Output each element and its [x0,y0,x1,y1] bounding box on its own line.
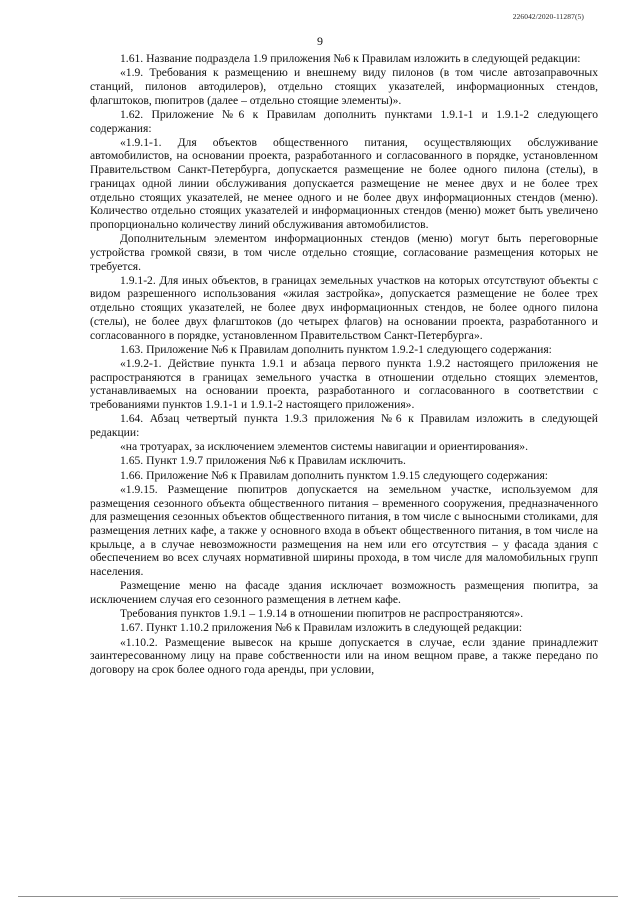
paragraph-requirements: Требования пунктов 1.9.1 – 1.9.14 в отношении пюпитров не распространяются». [120,607,524,621]
paragraph-1-62: 1.62. Приложение №6 к Правилам дополнить пунктами 1.9.1-1 и 1.9.1-2 следующего содержания: [90,107,598,135]
paragraph-1-9-1-2: 1.9.1-2. Для иных объектов, в границах земельных участков на которых отсутствуют объекты с видом разрешенного использования «жилая застройка», допускается размещение не более трех отдельно стоящих указателей, не более двух информационных стендов, не более одного пилона (стелы), не более двух флагштоков (до четырех флагов) на основании проекта, разработанного и согласованного в порядке, установленном Правительством Санкт-Петербурга». [90,273,598,342]
document-body [90,52,598,677]
scan-artifact-line-secondary [120,898,540,899]
page-number: 9 [317,34,323,48]
paragraph-1-66: 1.66. Приложение №6 к Правилам дополнить пунктом 1.9.15 следующего содержания: [120,468,549,482]
paragraph-1-61: 1.61. Название подраздела 1.9 приложения №6 к Правилам изложить в следующей редакции: [120,52,581,65]
document-registration-number: 226042/2020-11287(5) [512,12,584,21]
paragraph-additional-element: Дополнительным элементом информационных стендов (меню) могут быть переговорные устройства громкой связи, в том числе отдельно стоящие, согласование размещения которых не требуется. [90,232,598,273]
paragraph-quote-sidewalks: «на тротуарах, за исключением элементов системы навигации и ориентирования». [120,440,528,454]
paragraph-1-64: 1.64. Абзац четвертый пункта 1.9.3 приложения №6 к Правилам изложить в следующей редакции: [90,412,598,439]
paragraph-1-65: 1.65. Пункт 1.9.7 приложения №6 к Правилам исключить. [120,454,406,468]
paragraph-quote-1-9: «1.9. Требования к размещению и внешнему виду пилонов (в том числе автозаправочных станций, пилонов автодилеров), отдельно стоящих указателей, информационных стендов, флагштоков, пюпитров (далее – отдельно стоящие элементы)». [90,66,598,107]
paragraph-quote-1-9-2-1: «1.9.2-1. Действие пункта 1.9.1 и абзаца первого пункта 1.9.2 настоящего приложения не распространяются в границах земельного участка в отношении отдельно стоящих элементов, устанавливаемых на основании проекта, разработанного и согласованного в соответствии с требованиями пунктов 1.9.1-1 и 1.9.1-2 настоящего приложения». [90,356,598,412]
paragraph-menu-facade: Размещение меню на фасаде здания исключает возможность размещения пюпитра, за исключением случая его сезонного размещения в летнем кафе. [90,579,598,606]
paragraph-1-67: 1.67. Пункт 1.10.2 приложения №6 к Правилам изложить в следующей редакции: [120,621,523,635]
paragraph-quote-1-9-1-1: «1.9.1-1. Для объектов общественного питания, осуществляющих обслуживание автомобилистов, на основании проекта, разработанного и согласованного в порядке, установленном Правительством Санкт-Петербурга, допускается размещение не более одного пилона (стелы), в границах одной линии обслуживания допускается размещение не менее двух и не более трех отдельно стоящих указателей, не менее одного и не более двух информационных стендов (меню). Количество отдельно стоящих указателей и информационных стендов (меню) может быть увеличено пропорционально количеству линий обслуживания автомобилистов. [90,135,598,231]
paragraph-quote-1-9-15: «1.9.15. Размещение пюпитров допускается на земельном участке, используемом для размещения сезонного объекта общественного питания – временного сооружения, предназначенного для размещения сезонных объектов общественного питания, в том числе с выносными столиками, для размещения летних кафе, а также у основного входа в объект общественного питания, в том числе на крыльце, а в случае невозможности размещения на нем или его отсутствия – у фасада здания с обеспечением во всех случаях нормативной ширины прохода, в том числе для маломобильных групп населения. [90,482,598,579]
paragraph-quote-1-10-2: «1.10.2. Размещение вывесок на крыше допускается в случае, если здание принадлежит заинтересованному лицу на праве собственности или на ином вещном праве, а также передано по договору на срок более одного года аренды, при условии, [90,635,598,676]
scan-artifact-line [18,896,618,897]
paragraph-1-63: 1.63. Приложение №6 к Правилам дополнить пунктом 1.9.2-1 следующего содержания: [120,342,552,356]
